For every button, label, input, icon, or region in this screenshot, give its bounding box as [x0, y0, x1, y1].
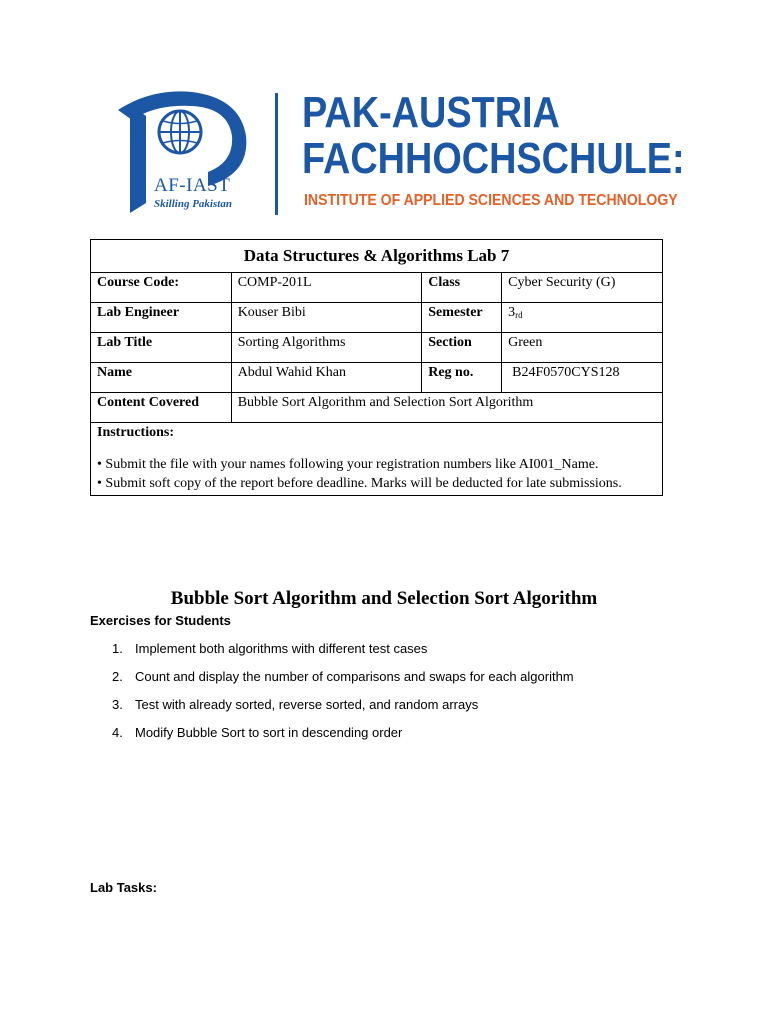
table-row — [91, 273, 663, 303]
exercises-list — [112, 641, 574, 753]
name-value: Abdul Wahid Khan — [231, 363, 422, 393]
course-code-label: Course Code: — [91, 273, 232, 303]
logo-tagline: Skilling Pakistan — [154, 198, 232, 210]
lab-info-table — [90, 239, 663, 496]
list-item-text: Implement both algorithms with different test cases — [135, 641, 428, 656]
table-row — [91, 393, 663, 423]
list-item-text: Count and display the number of comparisons and swaps for each algorithm — [135, 669, 574, 684]
lab-engineer-label: Lab Engineer — [91, 303, 232, 333]
reg-no-label: Reg no. — [422, 363, 502, 393]
lab-title-value: Sorting Algorithms — [231, 333, 422, 363]
content-covered-value: Bubble Sort Algorithm and Selection Sort Algorithm — [231, 393, 662, 423]
document-header — [0, 0, 768, 230]
semester-suffix: rd — [515, 310, 523, 320]
reg-no-value: B24F0570CYS128 — [502, 363, 663, 393]
instructions-cell — [91, 423, 663, 496]
logo-wordmark: AF-IAST — [154, 175, 231, 196]
list-item-number: 1. — [112, 641, 123, 656]
lab-tasks-heading: Lab Tasks: — [90, 880, 157, 895]
section-label: Section — [422, 333, 502, 363]
exercises-heading: Exercises for Students — [90, 613, 231, 628]
list-item — [112, 725, 574, 753]
instruction-item: • Submit soft copy of the report before deadline. Marks will be deducted for late submissions. — [97, 476, 622, 491]
list-item-number: 2. — [112, 669, 123, 684]
content-covered-label: Content Covered — [91, 393, 232, 423]
course-code-value: COMP-201L — [231, 273, 422, 303]
lab-engineer-value: Kouser Bibi — [231, 303, 422, 333]
table-row — [91, 363, 663, 393]
class-value: Cyber Security (G) — [502, 273, 663, 303]
list-item — [112, 697, 574, 725]
institution-name-line2: FACHHOCHSCHULE: — [302, 134, 685, 183]
institution-subtitle: INSTITUTE OF APPLIED SCIENCES AND TECHNOLOGY — [304, 192, 678, 209]
header-divider — [275, 93, 278, 215]
lab-title-heading: Data Structures & Algorithms Lab 7 — [91, 240, 663, 273]
section-value: Green — [502, 333, 663, 363]
name-label: Name — [91, 363, 232, 393]
table-row — [91, 303, 663, 333]
instruction-item: • Submit the file with your names following your registration numbers like AI001_Name. — [97, 457, 599, 472]
instructions-label: Instructions: — [97, 425, 175, 440]
institution-name-line1: PAK-AUSTRIA — [302, 88, 560, 137]
section-title: Bubble Sort Algorithm and Selection Sort Algorithm — [170, 588, 598, 609]
list-item-text: Modify Bubble Sort to sort in descending order — [135, 725, 403, 740]
table-row — [91, 333, 663, 363]
semester-label: Semester — [422, 303, 502, 333]
list-item-number: 3. — [112, 697, 123, 712]
list-item-number: 4. — [112, 725, 123, 740]
class-label: Class — [422, 273, 502, 303]
semester-number: 3 — [508, 305, 516, 320]
list-item — [112, 669, 574, 697]
list-item-text: Test with already sorted, reverse sorted, and random arrays — [135, 697, 479, 712]
semester-value — [502, 303, 663, 333]
list-item — [112, 641, 574, 669]
table-row — [91, 423, 663, 496]
lab-title-label: Lab Title — [91, 333, 232, 363]
